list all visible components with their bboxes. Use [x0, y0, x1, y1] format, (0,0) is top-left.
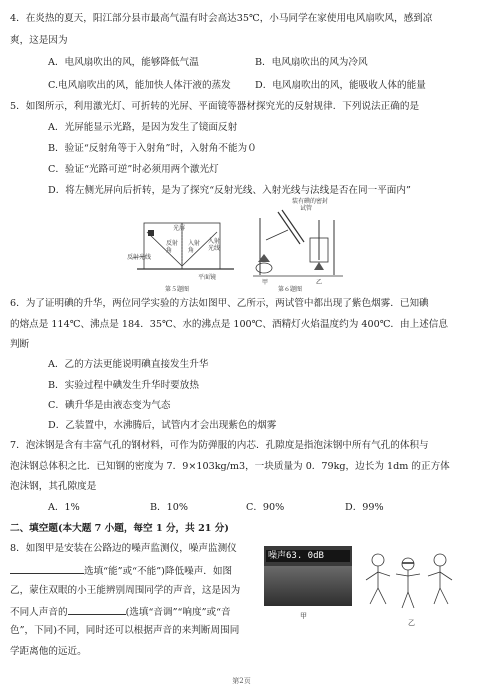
q8-line1: 8．如图甲是安装在公路边的噪声监测仪，噪声监测仪: [10, 543, 237, 554]
q7-stem-line3: 泡沫钢，其孔隙度是: [10, 481, 97, 492]
fig6-tube-label-1: 装有碘的密封: [292, 198, 329, 205]
q6-stem-line3: 判断: [10, 339, 30, 350]
q7-stem-line2: 泡沫钢总体积之比．已知钢的密度为 7．9×103kg/m3，一块质量为 0．79kg，边长为 1dm 的正方体: [10, 461, 450, 472]
q6-option-b: B．实验过程中碘发生升华时要放热: [48, 380, 199, 391]
fig6-tube-label-2: 试管: [300, 205, 313, 212]
q6-option-a: A．乙的方法更能说明碘直接发生升华: [48, 359, 209, 370]
q8-line3: 乙，蒙住双眼的小王能辨别周围同学的声音，这是因为: [10, 585, 241, 596]
q4-option-c: C.电风扇吹出的风，能加快人体汗液的蒸发: [48, 80, 231, 91]
q4-option-a: A．电风扇吹出的风，能够降低气温: [48, 57, 199, 68]
q6-option-d: D．乙装置中，水沸腾后，试管内才会出现紫色的烟雾: [48, 420, 277, 431]
fig5-mirror: 平面镜: [198, 274, 217, 281]
q7-stem-line1: 7．泡沫钢是含有丰富气孔的钢材料，可作为防弹服的内芯．孔隙度是指泡沫钢中所有气孔的体积与: [10, 440, 429, 451]
section-2-heading: 二、填空题(本大题 7 小题，每空 1 分，共 21 分): [10, 523, 229, 534]
noise-monitor-display: 噪声63. 0dB: [266, 550, 350, 562]
fig5-incident-light: 入射光线: [208, 238, 221, 252]
q8-answer-blank-2[interactable]: [68, 605, 126, 615]
q5-option-c: C．验证“光路可逆”时必须用两个激光灯: [48, 164, 219, 175]
fig5-caption: 第５题图: [165, 286, 190, 293]
q4-stem-line1: 4．在炎热的夏天，阳江部分县市最高气温有时会高达35℃，小马同学在家使用电风扇吹风，感到凉: [10, 13, 433, 24]
noise-monitor-photo: [264, 546, 352, 606]
q8-answer-blank-1[interactable]: [10, 564, 84, 574]
q5-option-a: A．光屏能显示光路，是因为发生了镜面反射: [48, 122, 238, 133]
page-number: 第2页: [232, 677, 251, 685]
q4-option-d: D．电风扇吹出的风，能吸收人体的能量: [255, 80, 426, 91]
q5-stem: 5．如图所示，利用激光灯、可折转的光屏、平面镜等器材探究光的反射规律．下列说法正确的是: [10, 101, 420, 112]
fig6-yi: 乙: [316, 279, 323, 286]
q5-option-b: B．验证“反射角等于入射角”时，入射角不能为０: [48, 143, 257, 154]
q7-option-d: D．99%: [345, 502, 384, 513]
q8-line6: 学距离他的远近。: [10, 646, 87, 657]
q6-stem-line1: 6．为了证明碘的升华，两位同学实验的方法如图甲、乙所示，两试管中都出现了紫色烟雾．已知碘: [10, 298, 429, 309]
fig5-reflect-angle: 反射角: [166, 240, 179, 254]
fig5-screen-label: 光屏: [173, 225, 186, 232]
q7-option-a: A．1%: [48, 502, 80, 513]
fig5-incident-angle: 入射角: [188, 240, 201, 254]
blindfolded-children-illustration: [360, 546, 456, 616]
q7-option-b: B．10%: [150, 502, 188, 513]
q4-stem-line2: 爽，这是因为: [10, 35, 68, 46]
q8-fig-jia: 甲: [300, 612, 307, 620]
q5-option-d: D．将左侧光屏向后折转，是为了探究“反射光线、入射光线与法线是否在同一平面内”: [48, 185, 411, 196]
fig5-laser-label: 反射光线: [127, 254, 152, 261]
q8-line4: 不同人声音的 (选填“音调”“响度”或“音: [10, 607, 231, 618]
q8-line2: 选填“能”或“不能”)降低噪声．如图: [10, 564, 232, 578]
fig6-jia: 甲: [262, 279, 269, 286]
fig6-caption: 第６题图: [278, 286, 303, 293]
q6-stem-line2: 的熔点是 114℃、沸点是 184．35℃、水的沸点是 100℃、酒精灯火焰温度约为 400℃．由上述信息: [10, 319, 448, 330]
q8-line5: 色”，下同)不同，同时还可以根据声音的来判断周围同: [10, 625, 240, 636]
figure-6-iodine-apparatus: [248, 200, 348, 282]
q6-option-c: C．碘升华是由液态变为气态: [48, 400, 171, 411]
q8-fig-yi: 乙: [408, 619, 415, 627]
q7-option-c: C．90%: [246, 502, 285, 513]
q4-option-b: B．电风扇吹出的风为冷风: [255, 57, 368, 68]
